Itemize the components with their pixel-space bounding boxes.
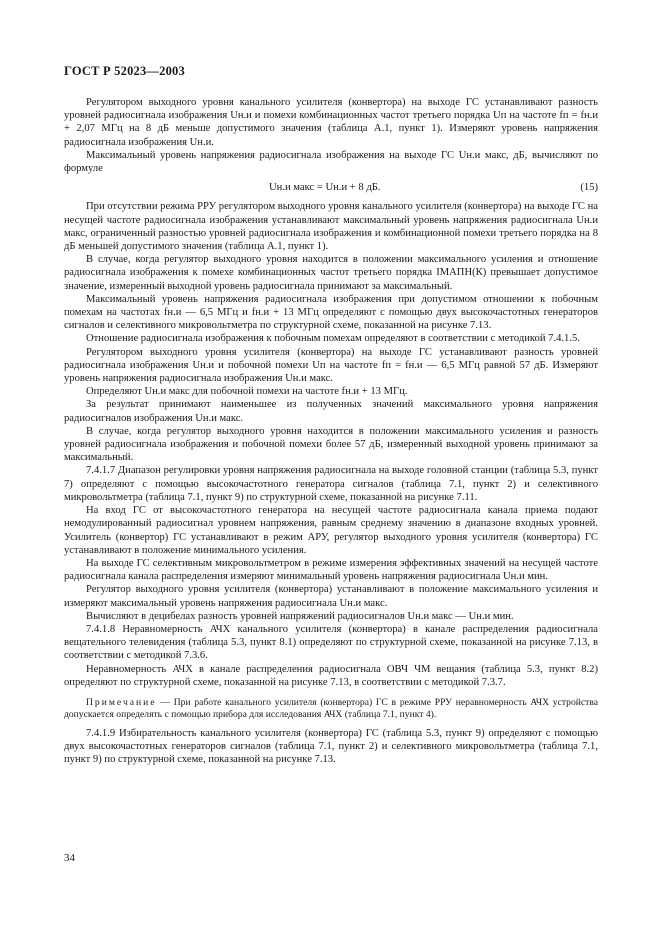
paragraph: Определяют Uн.и макс для побочной помехи на частоте fн.и + 13 МГц.: [86, 386, 408, 398]
formula-text: Uн.и макс = Uн.и + 8 дБ.: [269, 182, 381, 194]
paragraph: За результат принимают наименьшее из полученных значений максимального уровня напряжения радиосигналов изображения Uн.и макс.: [64, 399, 598, 424]
paragraph: Максимальный уровень напряжения радиосигнала изображения при допустимом отношении к побочным помехам на частотах fн.и — 6,5 МГц и fн.и + 13 МГц определяют с помощью двух высокочастотных генераторов сигналов и селективного микровольтметра по структурной схеме, показанной на рисунке 7.13.: [64, 293, 598, 332]
section-7-4-1-8: 7.4.1.8 Неравномерность АЧХ канального усилителя (конвертора) в канале распределения радиосигнала вещательного телевидения (таблица 5.3, пункт 8.1) определяют по структурной схеме, показанной на рисунке 7.13, в соответствии с методикой 7.3.6.: [64, 623, 598, 662]
paragraph: Регулятор выходного уровня усилителя (конвертора) устанавливают в положение максимального усиления и измеряют максимальный уровень напряжения радиосигнала Uн.и макс.: [64, 584, 598, 609]
paragraph: На выходе ГС селективным микровольтметром в режиме измерения эффективных значений на несущей частоте радиосигнала канала распределения измеряют минимальный уровень напряжения радиосигнала Uн.и мин.: [64, 557, 598, 583]
page-number: 34: [64, 852, 75, 864]
paragraph: Регулятором выходного уровня усилителя (конвертора) на выходе ГС устанавливают разность уровней радиосигнала изображения Uн.и и побочной помехи Uп на частоте fп = fн.и — 6,5 МГц равной 57 дБ. Измеряют уровень напряжения радиосигнала изображения Uн.и макс.: [64, 346, 598, 385]
note-label: Примечание: [86, 696, 157, 708]
paragraph: Максимальный уровень напряжения радиосигнала изображения на выходе ГС Uн.и макс, дБ, вычисляют по формуле: [64, 149, 598, 175]
paragraph: При отсутствии режима РРУ регулятором выходного уровня канального усилителя (конвертора) на выходе ГС на несущей частоте радиосигнала изображения устанавливают максимальный уровень напряжения радиосигнала Uн.и макс, ограниченный разностью уровней радиосигнала изображения и комбинационной помехи третьего порядка на 8 дБ меньшей допустимого значения (таблица А.1, пункт 1).: [64, 201, 598, 253]
paragraph: Вычисляют в децибелах разность уровней напряжений радиосигналов Uн.и макс — Uн.и мин.: [86, 610, 514, 622]
paragraph: Неравномерность АЧХ в канале распределения радиосигнала ОВЧ ЧМ вещания (таблица 5.3, пункт 8.2) определяют по структурной схеме, показанной на рисунке 7.13, в соответствии с методикой 7.3.7.: [64, 663, 598, 688]
paragraph: Регулятором выходного уровня канального усилителя (конвертора) на выходе ГС устанавливают разность уровней радиосигнала изображения Uн.и и помехи комбинационных частот третьего порядка Uп на частоте fп = fн.и + 2,07 МГц на 8 дБ меньше допустимого значения (таблица А.1, пункт 1). Измеряют уровень напряжения радиосигнала изображения Uн.и.: [64, 97, 598, 148]
note-text: — При работе канального усилителя (конвертора) ГС в режиме РРУ неравномерность АЧХ устройства допускается определять с помощью прибора для исследования АЧХ (таблица 7.1, пункт 4).: [64, 696, 598, 720]
paragraph: Отношение радиосигнала изображения к побочным помехам определяют в соответствии с методикой 7.4.1.5.: [86, 333, 580, 345]
section-7-4-1-9: 7.4.1.9 Избирательность канального усилителя (конвертора) ГС (таблица 5.3, пункт 9) определяют с помощью двух высокочастотных генераторов сигналов (таблица 7.1, пункт 2) и селективного микровольтметра (таблица 7.1, пункт 9) по структурной схеме, показанной на рисунке 7.13.: [64, 727, 598, 766]
section-7-4-1-7: 7.4.1.7 Диапазон регулировки уровня напряжения радиосигнала на выходе головной станции (таблица 5.3, пункт 7) определяют с помощью высокочастотного генератора сигналов (таблица 7.1, пункт 2) и селективного микровольтметра (таблица 7.1, пункт 9) по структурной схеме, показанной на рисунке 7.11.: [64, 465, 598, 503]
paragraph: В случае, когда регулятор выходного уровня находится в положении максимального усиления и отношение радиосигнала изображения к помехе комбинационных частот третьего порядка IMAПН(К) превышает допустимое значение, измеренный выходной уровень радиосигнала принимают за максимальный.: [64, 254, 598, 292]
paragraph: В случае, когда регулятор выходного уровня находится в положении максимального усиления и разность уровней радиосигнала изображения и побочной помехи более 57 дБ, измеренный выходной уровень принимают за максимальный.: [64, 425, 598, 464]
document-header: ГОСТ Р 52023—2003: [64, 64, 185, 78]
paragraph: На вход ГС от высокочастотного генератора на несущей частоте радиосигнала канала приема подают немодулированный радиосигнал уровнем напряжения, равным среднему значению в диапазоне входных уровней. Усилитель (конвертор) ГС устанавливают в режим АРУ, регулятор выходного уровня усилителя (конвертора) ГС устанавливают в положение минимального усиления.: [64, 505, 598, 556]
formula-15: [64, 181, 598, 194]
note: [64, 697, 598, 721]
document-body: [64, 96, 598, 767]
formula-number: (15): [580, 182, 598, 194]
